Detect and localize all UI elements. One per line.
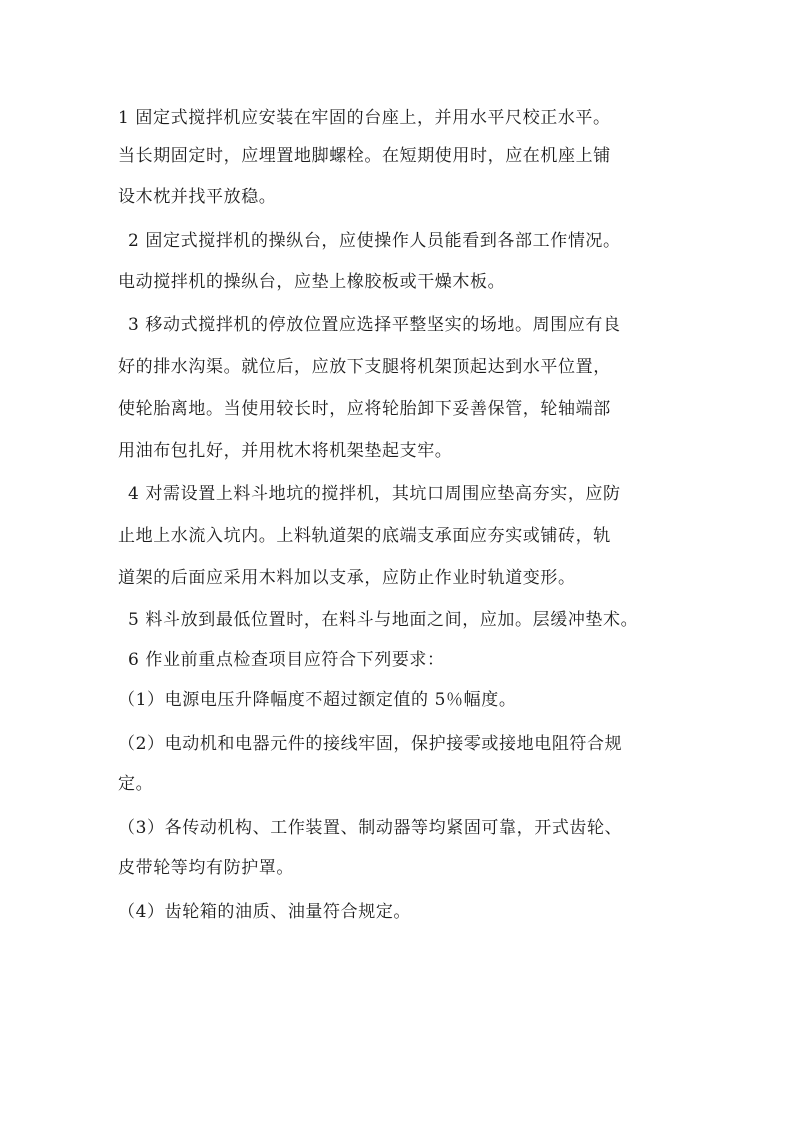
item-1-line-1: （1）电源电压升降幅度不超过额定值的 5％幅度。 [118,690,517,710]
item-3-line-1: （3）各传动机构、工作装置、制动器等均紧固可靠，开式齿轮、 [118,818,623,838]
paragraph-1-line-2: 当长期固定时，应埋置地脚螺栓。在短期使用时，应在机座上铺 [118,146,611,166]
item-2-line-2: 定。 [118,774,154,794]
item-3-line-2: 皮带轮等均有防护罩。 [118,858,294,878]
paragraph-1-line-3: 设木枕并找平放稳。 [118,187,277,207]
paragraph-6-line-1: 6 作业前重点检查项目应符合下列要求： [128,650,445,670]
paragraph-4-line-2: 止地上水流入坑内。上料轨道架的底端支承面应夯实或铺砖，轨 [118,526,611,546]
paragraph-3-line-3: 使轮胎离地。当使用较长时，应将轮胎卸下妥善保管，轮轴端部 [118,399,611,419]
paragraph-4-line-1: 4 对需设置上料斗地坑的搅拌机，其坑口周围应垫高夯实，应防 [128,484,621,504]
paragraph-3-line-1: 3 移动式搅拌机的停放位置应选择平整坚实的场地。周围应有良 [128,315,621,335]
paragraph-2-line-1: 2 固定式搅拌机的操纵台，应使操作人员能看到各部工作情况。 [128,231,621,251]
item-2-line-1: （2）电动机和电器元件的接线牢固，保护接零或接地电阻符合规 [118,734,623,754]
paragraph-3-line-2: 好的排水沟渠。就位后，应放下支腿将机架顶起达到水平位置， [118,357,611,377]
paragraph-5-line-1: 5 料斗放到最低位置时，在料斗与地面之间，应加。层缓冲垫术。 [128,610,639,630]
paragraph-3-line-4: 用油布包扎好，并用枕木将机架垫起支牢。 [118,441,453,461]
paragraph-4-line-3: 道架的后面应采用木料加以支承，应防止作业时轨道变形。 [118,568,576,588]
paragraph-2-line-2: 电动搅拌机的操纵台，应垫上橡胶板或干燥木板。 [118,272,506,292]
item-4-line-1: （4）齿轮箱的油质、油量符合规定。 [118,902,412,922]
paragraph-1-line-1: 1 固定式搅拌机应安装在牢固的台座上，并用水平尺校正水平。 [118,108,611,128]
